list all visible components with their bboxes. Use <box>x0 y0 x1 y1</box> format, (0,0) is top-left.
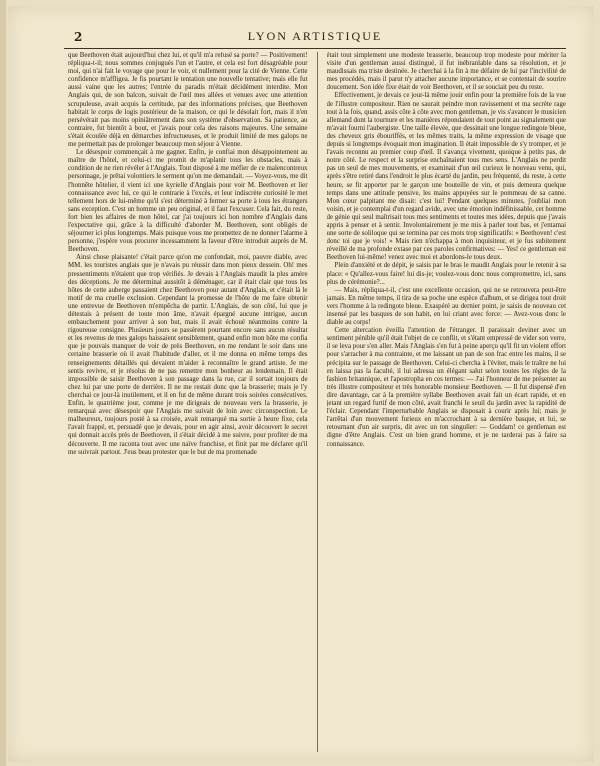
running-title: LYON ARTISTIQUE <box>247 29 383 43</box>
page-number: 2 <box>74 30 83 44</box>
left-column <box>68 52 308 752</box>
right-column <box>327 52 567 752</box>
paragraph: Effectivement, je devais ce jour-là même jouir enfin pour la première fois de la vue de l'illustre compositeur. Rien ne saurait peindre mon ravissement et ma secrète rage tout à la fois, quand, assis côte à côte avec mon gentleman, je vis s'avancer le musicien allemand dont la tournure et les manières répondaient de tout point au signalement que m'avait fourni l'aubergiste. Une taille élevée, que dessinait une longue redingote bleue, des cheveux gris ébouriffés, et les mêmes traits, la même expression de visage que depuis si longtemps évoquait mon imagination. Il était impossible de s'y tromper, et je l'avais reconnu au premier coup d'œil. Il s'avança vivement, quoique à petits pas, de notre côté. Le respect et la surprise enchaînaient tous mes sens. L'Anglais ne perdit pas un seul de mes mouvements, et examinait d'un œil curieux le nouveau venu, qui, après s'être retiré dans l'endroit le plus écarté du jardin, peu fréquenté, du reste, à cette heure, se fit apporter par le garçon une bouteille de vin, et puis demeura quelque temps dans une attitude pensive, les mains appuyées sur le pommeau de sa canne. Mon cœur palpitant me disait: c'est lui! Pendant quelques minutes, j'oubliai mon voisin, et je contemplai d'un regard avide, avec une émotion indéfinissable, cet homme de génie qui seul maîtrisait tous mes sentiments et toutes mes idées, depuis que j'avais appris à penser et à sentir. Involontairement je me mis à parler tout bas, et j'entamai une sorte de soliloque qui se termina par ces mots trop significatifs: « Beethoven! c'est donc toi que je vois! » Mais rien n'échappa à mon inquisiteur, et je fus subitement réveillé de ma profonde extase par ces paroles confirmatives: — Yes! ce gentleman est Beethoven lui-même! venez avec moi et abordons-le tous deux. <box>326 92 566 262</box>
newspaper-page <box>8 6 594 762</box>
paragraph: Plein d'anxiété et de dépit, je saisis par le bras le maudit Anglais pour le retenir à sa place: « Qu'allez-vous faire! lui dis-je; voulez-vous donc nous compromettre, ici, sans plus de cérémonie?... <box>326 262 566 286</box>
paragraph: que Beethoven était aujourd'hui chez lui, et qu'il m'a refusé sa porte? — Positivement! répliqua-t-il; nous sommes conjugués l'un et l'autre, et cela est fort désagréable pour moi, qui n'ai fait le voyage que pour le voir, et nullement pour la cité de Vienne. Cette confidence m'affligea. Je fis pourtant le tentation une nouvelle tentative; mais elle fut aussi vaine que les autres; l'entrée du paradis m'était décidément interdite. Mon Anglais qui, de son balcon, suivait de l'œil mes allées et venues avec une attention scrupuleuse, avait acquis la certitude, par des informations précises, que Beethoven habitait le corps de logis postérieur de la maison, ce qui le désolait fort, mais il n'en persévérait pas moins opiniâtrement dans son système d'observation. Sa patience, au contraire, fut bientôt à bout, et j'avais pour cela des raisons majeures. Une semaine s'était écoulée déjà en démarches infructueuses, et le produit limité de mes galops ne me permettait pas de prolonger beaucoup mon séjour à Vienne. <box>68 52 308 149</box>
text-columns <box>68 52 566 752</box>
paragraph: Cette altercation éveilla l'attention de l'étranger. Il paraissait deviner avec un sentiment pénible qu'il était l'objet de ce conflit, et s'étant empressé de vider son verre, il se leva pour s'en aller. Mais l'Anglais s'en fut à peine aperçu qu'il fit un violent effort pour s'arracher à ma contrainte, et me laissant un pan de son frac entre les mains, il se précipita sur le passage de Beethoven. Celui-ci chercha à l'éviter, mais le traître ne lui en laissa pas la faculté, il lui adressa un élégant salut selon toutes les règles de la fashion britannique, et l'apostropha en ces termes: — J'ai l'honneur de me présenter au très illustre compositeur et très honorable monsieur Beethoven. — Il fut dispensé d'en dire davantage, car à la première syllabe Beethoven avait fait un écart rapide, et en jetant un regard furtif de mon côté, avait franchi le seuil du jardin avec la rapidité de l'éclair. Cependant l'imperturbable Anglais se disposait à courir après lui; mais je l'arrêtai d'un mouvement furieux en m'accrochant à sa dernière basque, et lui, se retournant d'un air surpris, dit avec un ton singulier: — Goddam! ce gentleman est digne d'être Anglais. C'est un bien grand homme, et je ne tarderai pas à faire sa connaissance. <box>326 327 566 448</box>
page-header <box>64 28 566 49</box>
paragraph: — Mais, répliqua-t-il, c'est une excellente occasion, qui ne se retrouvera peut-être jamais. En même temps, il tira de sa poche une espèce d'album, et se dirigea tout droit vers l'homme à la redingote bleue. Exaspéré au dernier point, je saisis de nouveau cet insensé par les basques de son habit, en lui criant avec force: — Avez-vous donc le diable au corps! <box>326 286 566 327</box>
column-divider <box>317 52 318 752</box>
paragraph: Le désespoir commençait à me gagner. Enfin, je confiai mon désappointement au maître de l'hôtel, et celui-ci me promit de m'aplanir tous les obstacles, mais à condition de ne rien révéler à l'Anglais. Tout disposé à me méfier de ce malencontreux personnage, je prêtai volontiers le serment qu'on me demandait. — Voyez-vous, me dit l'honnête hôtelier, il vient ici une kyrielle d'Anglais pour voir M. Beethoven et lier connaissance avec lui, ce qui le contrarie à l'excès, et leur indiscrète curiosité le met tellement hors de lui-même qu'il s'est déterminé à fermer sa porte à tous les étrangers sans exception. C'est un homme un peu original, et il faut l'excuser. Cela fait, du reste, fort bien les affaires de mon hôtel, car j'ai toujours ici bon nombre d'Anglais dans l'expectative qui, grâce à la difficulté d'aborder M. Beethoven, sont obligés de séjourner ici plus longtemps. Mais puisque vous me promettez de ne donner l'alarme à personne, j'espère vous procurer incessamment la faveur d'être introduit auprès de M. Beethoven. <box>68 149 308 254</box>
paragraph: était tout simplement une modeste brasserie, beaucoup trop modeste pour mériter la visite d'un gentleman aussi distingué, il fut inébranlable dans sa résolution, et je maudissais ma triste destinée. Je cherchai à la fin à me défaire de lui par l'incivilité de mes procédés, mais il parut n'y attacher aucune importance, et se contentait de sourire doucement. Son idée fixe était de voir Beethoven, et il se souciait peu du reste. <box>326 52 566 92</box>
page-edge-shadow <box>0 0 6 766</box>
paragraph: Ainsi chose plaisante! c'était parce qu'on me confondait, moi, pauvre diable, avec MM. les touristes anglais que je n'avais pu réussir dans mon pieux dessein. Oh! mes pressentiments n'étaient que trop vérifiés. Je devais à l'Anglais maudit la plus amère des déceptions. Je me déterminai aussitôt à déménager, car il était clair que tous les hôtes de cette auberge passaient chez Beethoven pour autant d'Anglais, et c'était là le motif de ma cruelle exclusion. Cependant la promesse de l'hôte de me faire obtenir une entrevue de Beethoven m'empêcha de partir. L'Anglais, de son côté, lui que je détestais à présent de toute mon âme, n'avait épargné aucune intrigue, aucun embauchement pour arriver à son but, mais il avait échoué néanmoins contre la rigoureuse consigne. Plusieurs jours se passèrent pourtant encore sans aucun résultat et les revenus de mes galops baissaient sensiblement, quand enfin mon hôte me confia que je pouvais manquer de voir de près Beethoven, en me rendant le soir dans une certaine brasserie où il avait l'habitude d'aller, et il me donna en même temps des renseignements détaillés qui devaient m'aider à reconnaître le grand artiste. Je me sentis revivre, et je résolus de ne pas remettre mon bonheur au lendemain. Il était impossible de saisir Beethoven à son passage dans la rue, car il sortait toujours de chez lui par une porte de derrière. Il ne me restait donc que la brasserie; mais je l'y cherchai ce jour-là inutilement, et il en fut de même durant trois soirées consécutives. Enfin, le quatrième jour, comme je me dirigeais de nouveau vers la brasserie, je remarquai avec désespoir que l'Anglais me suivait de loin avec circonspection. Le malheureux, toujours posté à sa croisée, avait remarqué ma sortie à heure fixe, cela l'avait frappé, et, persuadé que je devais, pour en agir ainsi, avoir découvert le secret qui donnait accès près de Beethoven, il s'était décidé à me suivre, pour profiter de ma découverte. Il me raconta tout avec une naïve franchise, et finit par me déclarer qu'il me suivrait partout. J'eus beau protester que le but de ma promenade <box>68 254 308 456</box>
